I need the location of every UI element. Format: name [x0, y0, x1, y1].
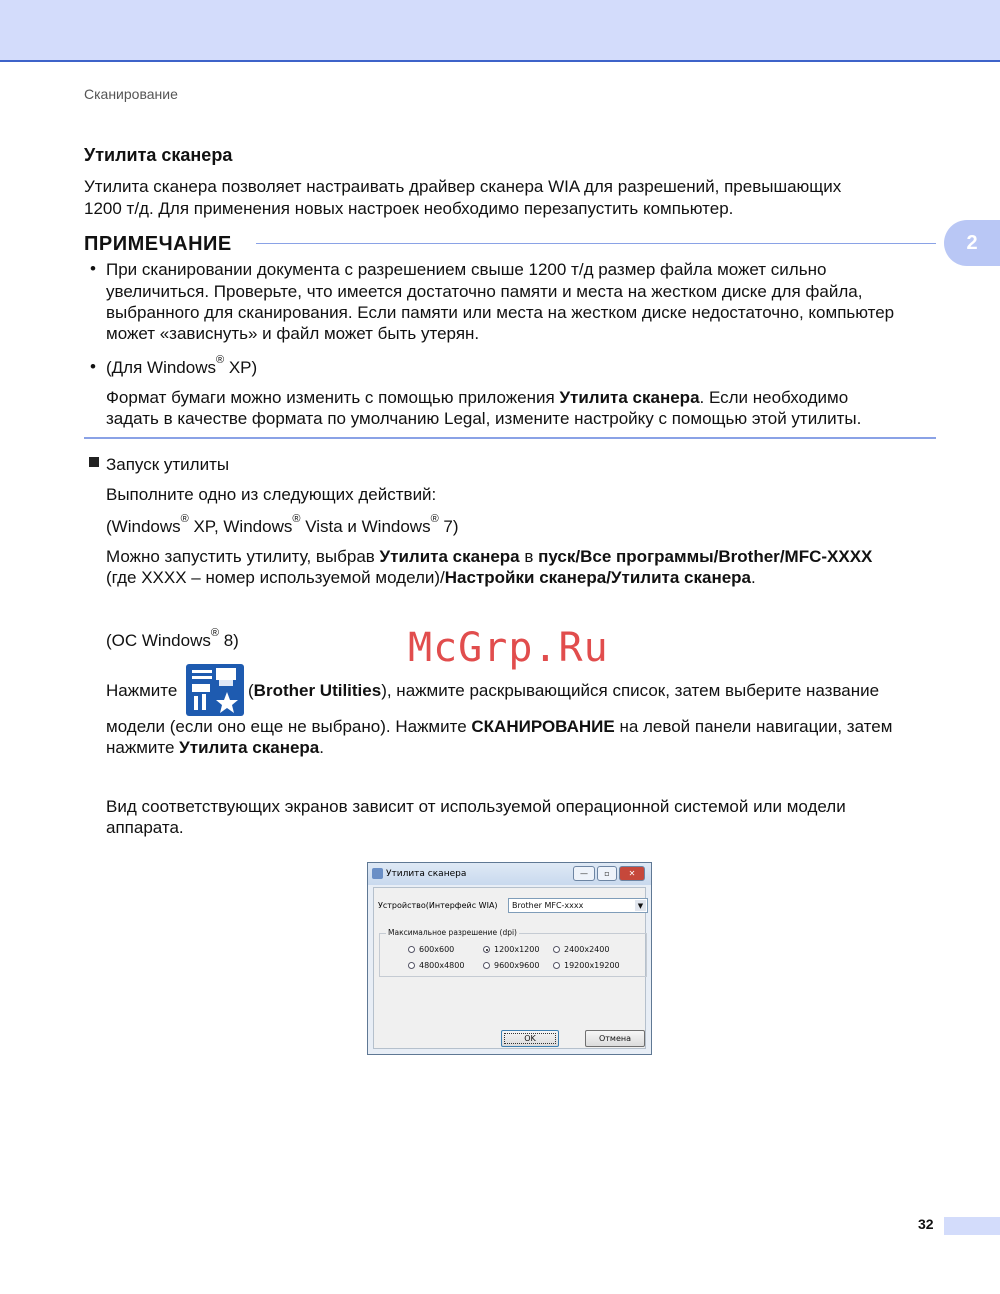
- screens-note-line1: Вид соответствующих экранов зависит от используемой операционной системой или модели: [106, 797, 846, 816]
- device-select[interactable]: [508, 898, 648, 913]
- note-bullet2-line1: Формат бумаги можно изменить с помощью приложения Утилита сканера. Если необходимо: [106, 388, 849, 407]
- close-button[interactable]: ✕: [619, 866, 645, 881]
- launch-title: Запуск утилиты: [106, 455, 230, 474]
- device-label: Устройство(Интерфейс WIA): [378, 901, 498, 910]
- footer-band: [944, 1217, 1000, 1235]
- note-bullet2-line2: задать в качестве формата по умолчанию Legal, измените настройку с помощью этой утилиты.: [106, 409, 862, 428]
- chevron-down-icon[interactable]: ▼: [635, 900, 646, 911]
- minimize-button[interactable]: —: [573, 866, 595, 881]
- launch-click-line: (Brother Utilities), нажмите раскрывающийся список, затем выберите название: [248, 681, 880, 700]
- top-band: [0, 0, 1000, 62]
- bullet-dot: •: [90, 259, 96, 278]
- intro-line-1: Утилита сканера позволяет настраивать драйвер сканера WIA для разрешений, превышающих: [84, 177, 842, 196]
- app-icon: [372, 868, 383, 879]
- note-end-divider: [84, 437, 936, 439]
- section-title: Утилита сканера: [84, 145, 233, 165]
- radio-600x600[interactable]: 600x600: [408, 945, 454, 954]
- bullet-dot: •: [90, 357, 96, 376]
- dialog-titlebar: [368, 863, 651, 885]
- intro-line-2: 1200 т/д. Для применения новых настроек необходимо перезапустить компьютер.: [84, 199, 734, 218]
- radio-1200x1200[interactable]: 1200x1200: [483, 945, 539, 954]
- launch-instruction: Выполните одно из следующих действий:: [106, 485, 437, 504]
- note-bullet1-line4: может «зависнуть» и файл может быть утерян.: [106, 324, 480, 343]
- launch-click-prefix: Нажмите: [106, 681, 178, 700]
- radio-9600x9600[interactable]: 9600x9600: [483, 961, 539, 970]
- brother-utilities-icon: [186, 664, 244, 716]
- note-bullet1-line1: При сканировании документа с разрешением свыше 1200 т/д размер файла может сильно: [106, 260, 827, 279]
- chapter-tab: 2: [944, 220, 1000, 266]
- radio-4800x4800[interactable]: 4800x4800: [408, 961, 464, 970]
- dialog-title: Утилита сканера: [386, 869, 467, 879]
- launch-path-line1: Можно запустить утилиту, выбрав Утилита сканера в пуск/Все программы/Brother/MFC-XXXX: [106, 547, 873, 566]
- note-bullet1-line2: увеличиться. Проверьте, что имеется достаточно памяти и места на жестком диске для файла,: [106, 282, 863, 301]
- cancel-button[interactable]: Отмена: [585, 1030, 645, 1047]
- note-bullet1-line3: выбранного для сканирования. Если памяти или места на жестком диске недостаточно, компьютер: [106, 303, 895, 322]
- dialog-body: [373, 887, 646, 1049]
- resolution-group: [379, 928, 647, 977]
- watermark: McGrp.Ru: [408, 625, 609, 671]
- maximize-button[interactable]: ▫: [597, 866, 617, 881]
- launch-os2: (ОС Windows® 8): [106, 627, 239, 650]
- note-title: ПРИМЕЧАНИЕ: [84, 233, 232, 255]
- page-number: 32: [918, 1216, 934, 1232]
- screens-note-line2: аппарата.: [106, 818, 184, 837]
- scanner-utility-dialog: [367, 862, 652, 1055]
- radio-19200x19200[interactable]: 19200x19200: [553, 961, 620, 970]
- radio-2400x2400[interactable]: 2400x2400: [553, 945, 609, 954]
- launch-utility-line: нажмите Утилита сканера.: [106, 738, 324, 757]
- ok-button[interactable]: OK: [501, 1030, 559, 1047]
- resolution-group-label: Максимальное разрешение (dpi): [388, 928, 517, 937]
- launch-scan-line: модели (если оно еще не выбрано). Нажмите СКАНИРОВАНИЕ на левой панели навигации, затем: [106, 717, 893, 736]
- launch-os1: (Windows® XP, Windows® Vista и Windows® 7): [106, 513, 459, 536]
- square-bullet: [89, 457, 99, 467]
- breadcrumb: Сканирование: [84, 86, 178, 102]
- note-divider: [256, 243, 936, 244]
- launch-path-line2: (где XXXX – номер используемой модели)/Настройки сканера/Утилита сканера.: [106, 568, 756, 587]
- note-bullet2-heading: (Для Windows® XP): [106, 354, 258, 377]
- device-value: Brother MFC-xxxx: [512, 901, 584, 910]
